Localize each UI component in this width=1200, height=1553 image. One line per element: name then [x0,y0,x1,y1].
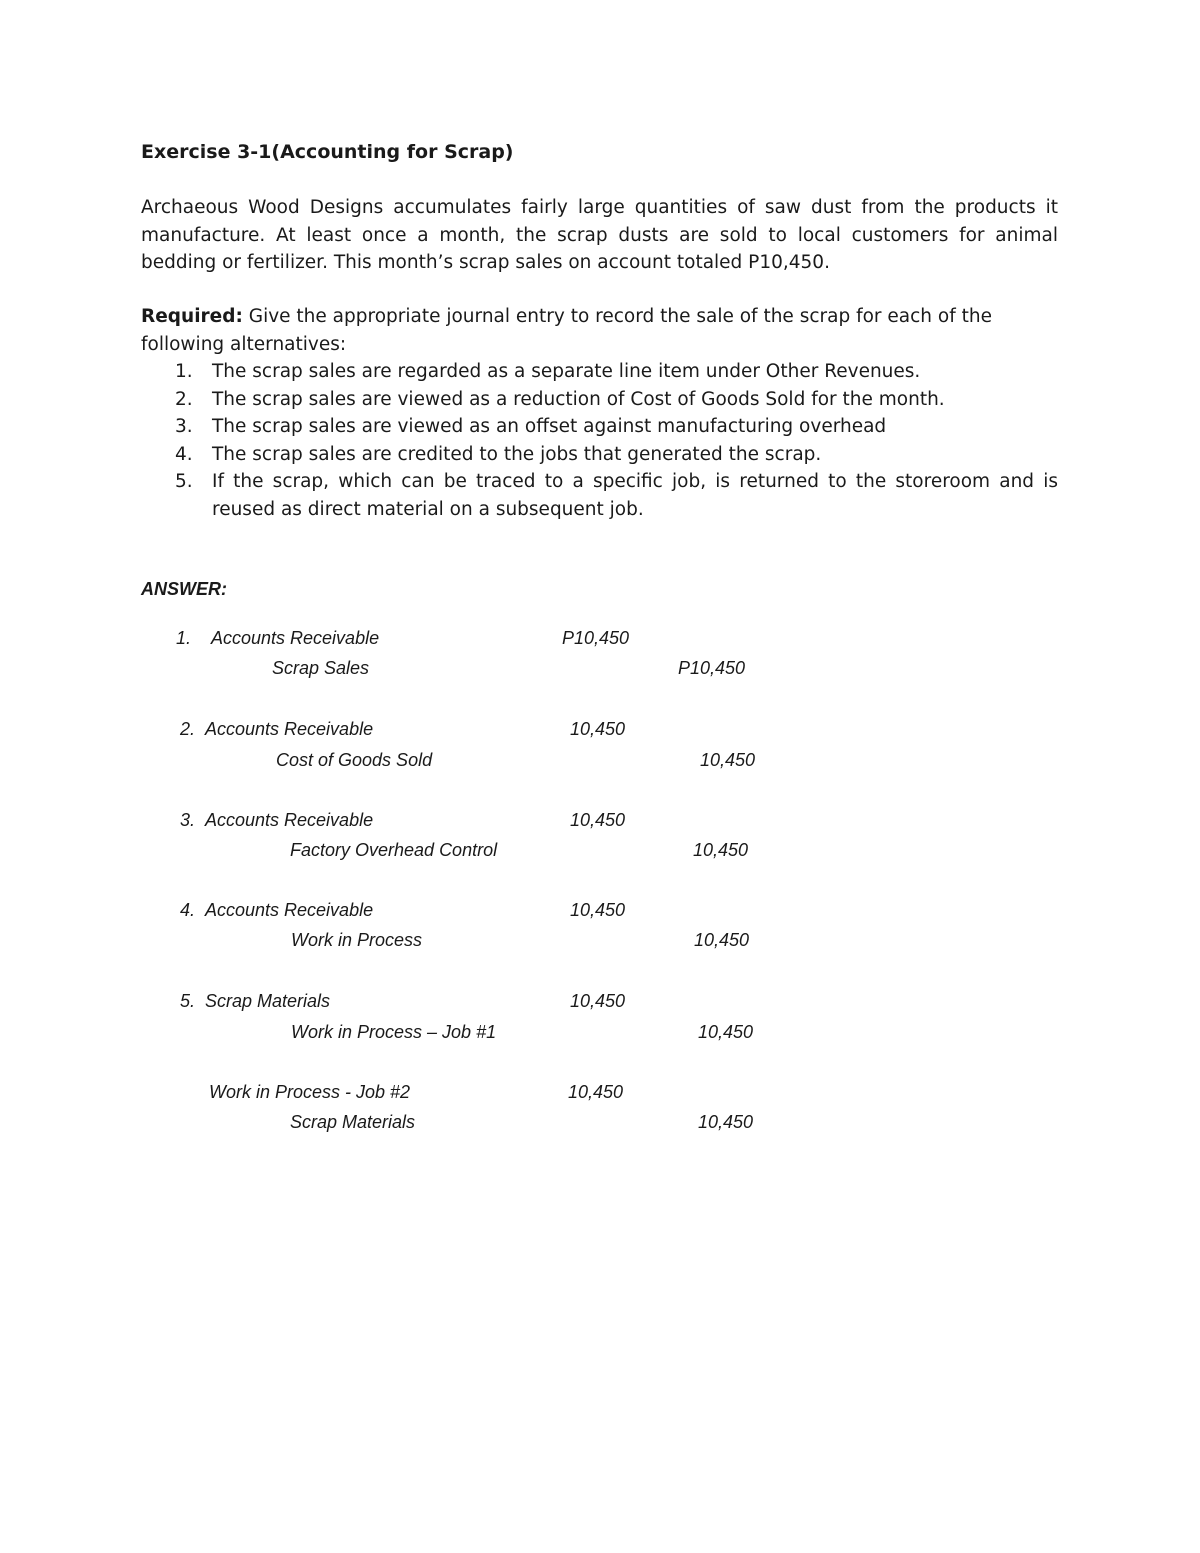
credit-amount: 10,450 [698,1112,754,1132]
list-item-text: If the scrap, which can be traced to a specific job, is returned to the storeroom and is reused as direct material on a subsequent job. [212,471,1058,520]
debit-account: Accounts Receivable [205,810,374,830]
list-item-text: The scrap sales are credited to the jobs that generated the scrap. [212,443,822,465]
debit-amount: P10,450 [562,628,630,648]
credit-amount: 10,450 [693,840,749,860]
credit-account: Cost of Goods Sold [276,750,433,770]
debit-account: Accounts Receivable [205,900,374,920]
debit-amount: 10,450 [570,719,626,739]
list-item [141,413,1058,441]
alternatives-list [141,358,1058,523]
credit-amount: 10,450 [700,750,756,770]
debit-account: Accounts Receivable [205,719,374,739]
debit-amount: 10,450 [568,1082,624,1102]
exercise-title: Exercise 3-1(Accounting for Scrap) [141,141,514,163]
problem-statement: Archaeous Wood Designs accumulates fairly large quantities of saw dust from the products it manufacture. At least once a month, the scrap dusts are sold to local customers for animal bedding or fertilizer. This month’s scrap sales on account totaled P10,450. [141,197,1058,273]
answer-heading: ANSWER: [141,579,227,599]
debit-amount: 10,450 [570,900,626,920]
credit-account: Work in Process – Job #1 [291,1022,497,1042]
credit-amount: 10,450 [698,1022,754,1042]
entry-number: 1. [176,628,192,648]
credit-account: Scrap Materials [290,1112,416,1132]
list-item [141,386,1058,414]
list-item-number: 4. [175,443,193,465]
list-item-text: The scrap sales are regarded as a separate line item under Other Revenues. [212,361,921,382]
list-item-number: 5. [175,471,193,492]
list-item-number: 2. [175,388,193,410]
list-item-text: The scrap sales are viewed as an offset against manufacturing overhead [212,416,887,437]
required-paragraph [141,303,1058,358]
entry-number: 4. [180,900,196,920]
debit-account: Accounts Receivable [211,628,380,648]
list-item-number: 1. [175,361,193,382]
list-item-text: The scrap sales are viewed as a reduction of Cost of Goods Sold for the month. [212,388,945,410]
list-item [141,358,1058,386]
entry-number: 5. [180,991,196,1011]
entry-number: 2. [180,719,196,739]
list-item [141,468,1058,523]
list-item-number: 3. [175,416,193,437]
debit-amount: 10,450 [570,810,626,830]
credit-account: Work in Process [291,930,423,950]
required-text: Give the appropriate journal entry to record the sale of the scrap for each of the following alternatives: [141,306,992,355]
credit-amount: P10,450 [678,658,746,678]
credit-account: Scrap Sales [272,658,370,678]
debit-account: Work in Process - Job #2 [209,1082,411,1102]
entry-number: 3. [180,810,196,830]
debit-amount: 10,450 [570,991,626,1011]
credit-amount: 10,450 [694,930,750,950]
debit-account: Scrap Materials [205,991,331,1011]
list-item [141,441,1058,469]
credit-account: Factory Overhead Control [290,840,498,860]
required-label: Required: [141,306,243,327]
